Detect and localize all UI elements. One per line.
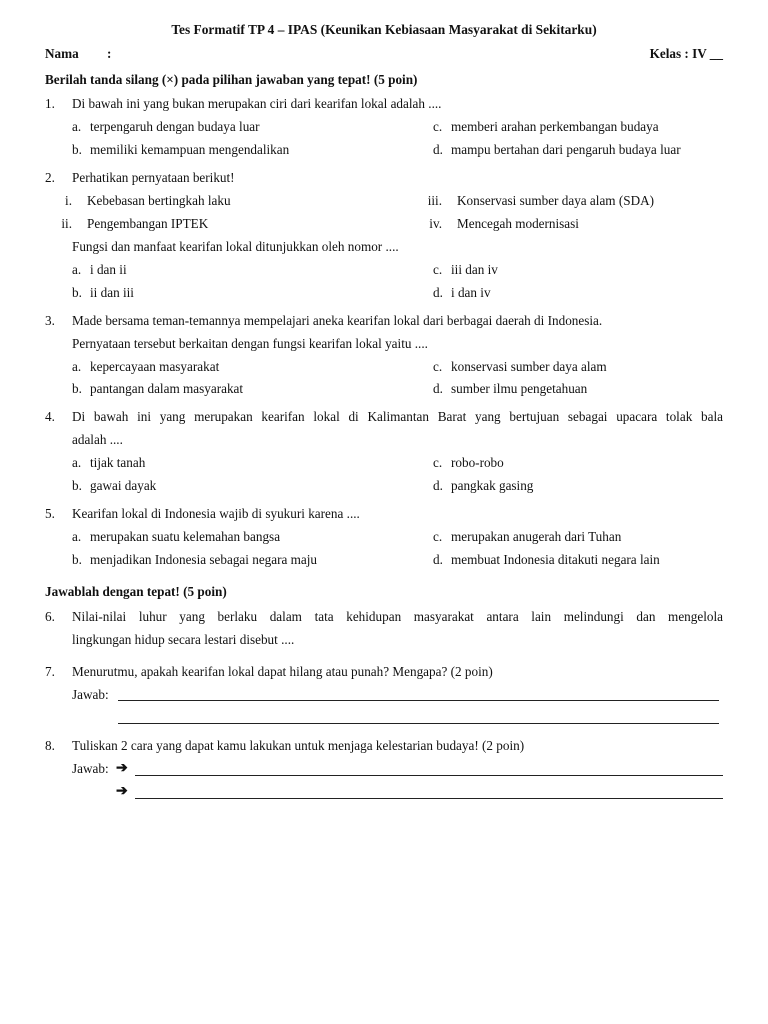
answer-label: Jawab: — [72, 687, 109, 702]
answer-line-1[interactable] — [118, 700, 719, 701]
question-text: Di bawah ini yang bukan merupakan ciri dari kearifan lokal adalah .... — [72, 96, 442, 111]
option-a: a. kepercayaan masyarakat — [72, 359, 220, 374]
section-b-instruction: Jawablah dengan tepat! (5 poin) — [45, 584, 227, 599]
answer-label: Jawab: — [72, 761, 109, 776]
question-text-2: adalah .... — [72, 432, 123, 447]
option-d: d. pangkak gasing — [433, 478, 534, 493]
class-field: Kelas : IV __ — [649, 46, 723, 61]
question-text: Di bawah ini yang merupakan kearifan lokal di Kalimantan Barat yang bertujuan sebagai upacara tolak bala — [72, 409, 723, 424]
statement-ii: ii. Pengembangan IPTEK — [61, 216, 209, 231]
question-text: Made bersama teman-temannya mempelajari aneka kearifan lokal dari berbagai daerah di Indonesia. — [72, 313, 603, 328]
option-d: d. membuat Indonesia ditakuti negara lain — [433, 552, 660, 567]
question-number: 7. — [45, 664, 55, 679]
option-a: a. i dan ii — [72, 262, 127, 277]
option-b: b. menjadikan Indonesia sebagai negara maju — [72, 552, 318, 567]
option-b: b. ii dan iii — [72, 285, 134, 300]
name-label: Nama — [45, 46, 79, 61]
question-number: 6. — [45, 609, 55, 624]
option-c: c. robo-robo — [433, 455, 504, 470]
option-c: c. merupakan anugerah dari Tuhan — [433, 529, 622, 544]
question-text: Tuliskan 2 cara yang dapat kamu lakukan untuk menjaga kelestarian budaya! (2 poin) — [72, 738, 525, 753]
option-d: d. i dan iv — [433, 285, 491, 300]
option-a: a. merupakan suatu kelemahan bangsa — [72, 529, 281, 544]
question-text-2: Fungsi dan manfaat kearifan lokal ditunjukkan oleh nomor .... — [72, 239, 399, 254]
question-text: Kearifan lokal di Indonesia wajib di syukuri karena .... — [72, 506, 360, 521]
answer-line-2[interactable] — [118, 723, 719, 724]
option-a: a. tijak tanah — [72, 455, 146, 470]
option-c: c. konservasi sumber daya alam — [433, 359, 607, 374]
section-a-instruction: Berilah tanda silang (×) pada pilihan jawaban yang tepat! (5 poin) — [45, 72, 418, 87]
answer-line-1[interactable] — [135, 775, 723, 776]
option-c: c. memberi arahan perkembangan budaya — [433, 119, 659, 134]
name-field — [45, 46, 112, 62]
option-d: d. sumber ilmu pengetahuan — [433, 381, 588, 396]
option-c: c. iii dan iv — [433, 262, 498, 277]
name-colon: : — [107, 46, 112, 61]
option-b: b. pantangan dalam masyarakat — [72, 381, 244, 396]
arrow-right-icon: ➔ — [116, 784, 128, 799]
question-text: Nilai-nilai luhur yang berlaku dalam tata kehidupan masyarakat antara lain melindungi dan mengelola — [72, 609, 723, 624]
question-text: Menurutmu, apakah kearifan lokal dapat hilang atau punah? Mengapa? (2 poin) — [72, 664, 493, 679]
question-number: 3. — [45, 313, 55, 328]
question-number: 8. — [45, 738, 55, 753]
answer-line-2[interactable] — [135, 798, 723, 799]
option-b: b. memiliki kemampuan mengendalikan — [72, 142, 290, 157]
question-number: 1. — [45, 96, 55, 111]
question-text: Perhatikan pernyataan berikut! — [72, 170, 235, 185]
question-number: 4. — [45, 409, 55, 424]
question-text-2: lingkungan hidup secara lestari disebut .... — [72, 632, 295, 647]
option-b: b. gawai dayak — [72, 478, 157, 493]
page-title: Tes Formatif TP 4 – IPAS (Keunikan Kebiasaan Masyarakat di Sekitarku) — [171, 22, 597, 37]
statement-iii: iii. Konservasi sumber daya alam (SDA) — [427, 193, 655, 208]
option-d: d. mampu bertahan dari pengaruh budaya luar — [433, 142, 681, 157]
statement-iv: iv. Mencegah modernisasi — [429, 216, 579, 231]
arrow-right-icon: ➔ — [116, 761, 128, 776]
statement-i: i. Kebebasan bertingkah laku — [65, 193, 231, 208]
question-number: 5. — [45, 506, 55, 521]
question-text-2: Pernyataan tersebut berkaitan dengan fungsi kearifan lokal yaitu .... — [72, 336, 428, 351]
question-number: 2. — [45, 170, 55, 185]
option-a: a. terpengaruh dengan budaya luar — [72, 119, 260, 134]
